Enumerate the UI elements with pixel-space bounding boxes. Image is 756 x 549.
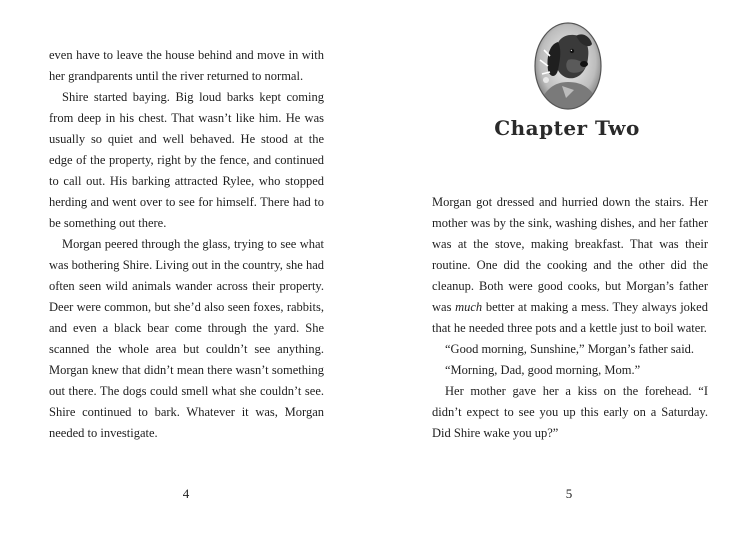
page-number: 5 — [565, 486, 573, 501]
paragraph: Her mother gave her a kiss on the forehead. “I didn’t expect to see you up this early on a Saturday. Did Shire wake you up?” — [432, 384, 708, 440]
left-page-body — [49, 45, 324, 444]
dog-portrait-icon — [532, 20, 604, 112]
paragraph: Shire started baying. Big loud barks kept coming from deep in his chest. That wasn’t like him. He was usually so quiet and well behaved. He stood at the edge of the property, right by the fence, and continued to call out. His barking attracted Rylee, who stopped herding and went over to see for himself. There had to be something out there. — [49, 90, 324, 230]
page-number: 4 — [182, 486, 190, 501]
paragraph: even have to leave the house behind and move in with her grandparents until the river returned to normal. — [49, 48, 324, 83]
paragraph-text: better at making a mess. They always joked that he needed three pots and a kettle just to boil water. — [432, 300, 708, 335]
paragraph-text: Morgan got dressed and hurried down the stairs. Her mother was by the sink, washing dishes, and her father was at the stove, making breakfast. That was their routine. One did the cooking and the other did the cleanup. Both were good cooks, but Morgan’s father was — [432, 195, 708, 314]
right-page — [378, 0, 756, 549]
paragraph: “Good morning, Sunshine,” Morgan’s father said. — [445, 342, 695, 356]
emphasis-text: much — [455, 300, 483, 314]
paragraph: Morgan peered through the glass, trying to see what was bothering Shire. Living out in the country, she had often seen wild animals wander across their property. Deer were common, but she’d also seen foxes, rabbits, and even a black bear come through the yard. She scanned the whole area but couldn’t see anything. Morgan knew that didn’t mean there wasn’t something out there. The dogs could smell what she couldn’t see. Shire continued to bark. Whatever it was, Morgan needed to investigate. — [49, 237, 324, 440]
paragraph: “Morning, Dad, good morning, Mom.” — [445, 363, 641, 377]
right-page-body — [432, 192, 708, 444]
paragraph — [432, 192, 708, 339]
chapter-title: Chapter Two — [494, 116, 640, 140]
